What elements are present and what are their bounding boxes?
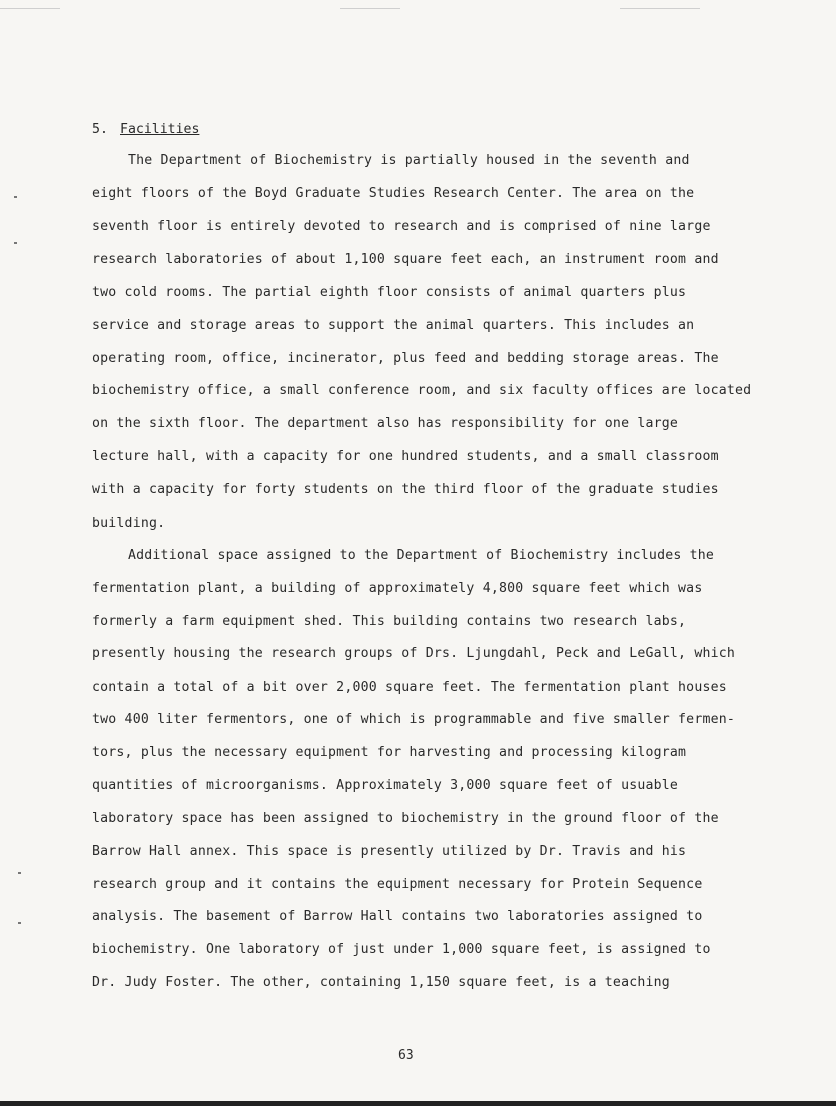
- text-line: fermentation plant, a building of approximately 4,800 square feet which was: [92, 581, 703, 596]
- margin-mark: [18, 872, 21, 874]
- scan-edge: [0, 1101, 836, 1106]
- text-line: formerly a farm equipment shed. This building contains two research labs,: [92, 614, 687, 629]
- margin-mark: [14, 242, 17, 244]
- text-line: operating room, office, incinerator, plus feed and bedding storage areas. The: [92, 351, 719, 366]
- scan-artifact: [0, 8, 60, 9]
- margin-mark: [18, 922, 21, 924]
- text-line: biochemistry. One laboratory of just under 1,000 square feet, is assigned to: [92, 942, 711, 957]
- text-line: analysis. The basement of Barrow Hall contains two laboratories assigned to: [92, 909, 703, 924]
- text-line: seventh floor is entirely devoted to research and is comprised of nine large: [92, 219, 711, 234]
- text-line: quantities of microorganisms. Approximately 3,000 square feet of usuable: [92, 778, 679, 793]
- section-number: 5.: [92, 122, 108, 137]
- text-line: on the sixth floor. The department also has responsibility for one large: [92, 416, 679, 431]
- text-line: research group and it contains the equipment necessary for Protein Sequence: [92, 877, 703, 892]
- section-title: Facilities: [120, 122, 200, 137]
- text-line: two cold rooms. The partial eighth floor consists of animal quarters plus: [92, 285, 687, 300]
- text-line: tors, plus the necessary equipment for harvesting and processing kilogram: [92, 745, 687, 760]
- text-line: Additional space assigned to the Department of Biochemistry includes the: [128, 548, 715, 563]
- scan-artifact: [340, 8, 400, 9]
- text-line: contain a total of a bit over 2,000 square feet. The fermentation plant houses: [92, 680, 727, 695]
- text-line: presently housing the research groups of Drs. Ljungdahl, Peck and LeGall, which: [92, 646, 736, 661]
- margin-mark: [14, 196, 17, 198]
- text-line: Dr. Judy Foster. The other, containing 1,150 square feet, is a teaching: [92, 975, 670, 990]
- text-line: research laboratories of about 1,100 square feet each, an instrument room and: [92, 252, 719, 267]
- text-line: eight floors of the Boyd Graduate Studies Research Center. The area on the: [92, 186, 695, 201]
- text-line: with a capacity for forty students on the third floor of the graduate studies: [92, 482, 719, 497]
- text-line: laboratory space has been assigned to biochemistry in the ground floor of the: [92, 811, 719, 826]
- text-line: two 400 liter fermentors, one of which is programmable and five smaller fermen-: [92, 712, 736, 727]
- text-line: service and storage areas to support the animal quarters. This includes an: [92, 318, 695, 333]
- text-line: lecture hall, with a capacity for one hundred students, and a small classroom: [92, 449, 719, 464]
- text-line: Barrow Hall annex. This space is presently utilized by Dr. Travis and his: [92, 844, 687, 859]
- text-line: building.: [92, 516, 166, 531]
- scan-artifact: [620, 8, 700, 9]
- text-line: biochemistry office, a small conference room, and six faculty offices are located: [92, 383, 752, 398]
- text-line: The Department of Biochemistry is partially housed in the seventh and: [128, 153, 690, 168]
- page-number: 63: [398, 1048, 414, 1063]
